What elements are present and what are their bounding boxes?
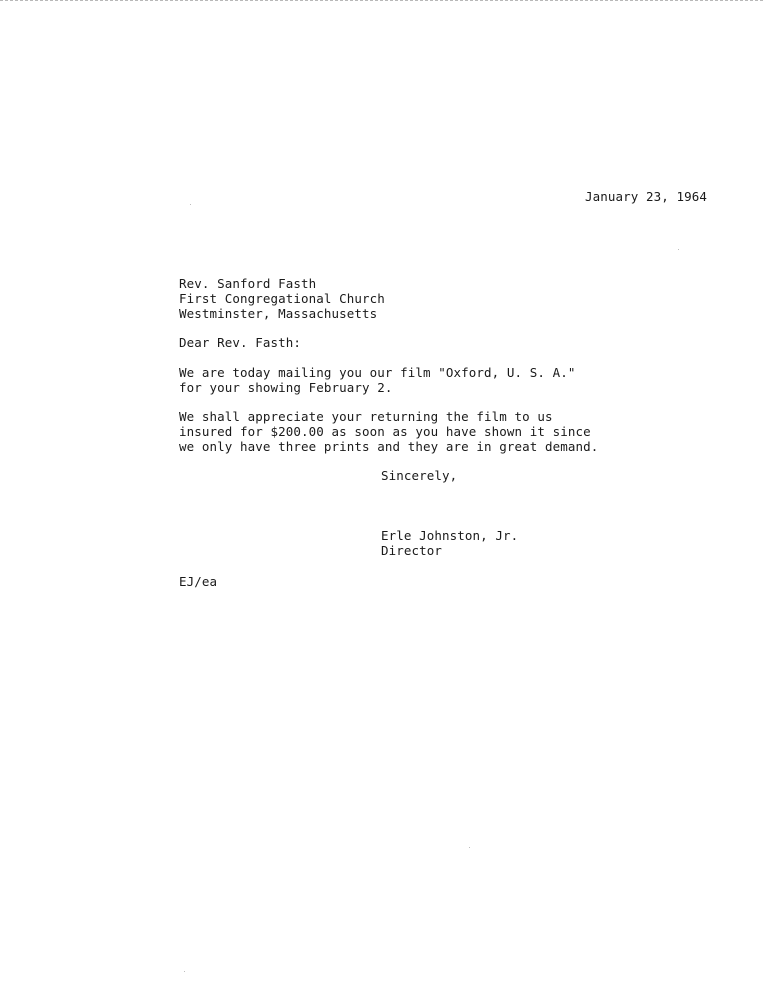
scan-speck [184,971,185,972]
page-top-border [0,0,763,1]
paragraph-line: We shall appreciate your returning the film to us [179,409,553,424]
recipient-location: Westminster, Massachusetts [179,306,378,321]
signer-name: Erle Johnston, Jr. [381,528,519,543]
signer-title: Director [381,543,443,558]
closing: Sincerely, [381,468,458,483]
typist-initials: EJ/ea [179,574,218,589]
recipient-name: Rev. Sanford Fasth [179,276,317,291]
letter-date: January 23, 1964 [585,189,708,204]
scan-speck [190,204,191,205]
salutation: Dear Rev. Fasth: [179,335,302,350]
recipient-organization: First Congregational Church [179,291,385,306]
paragraph-line: for your showing February 2. [179,380,393,395]
scan-speck [469,847,470,848]
scan-speck [678,249,679,250]
paragraph-line: We are today mailing you our film "Oxford, U. S. A." [179,365,576,380]
paragraph-line: we only have three prints and they are in great demand. [179,439,599,454]
paragraph-line: insured for $200.00 as soon as you have shown it since [179,424,591,439]
